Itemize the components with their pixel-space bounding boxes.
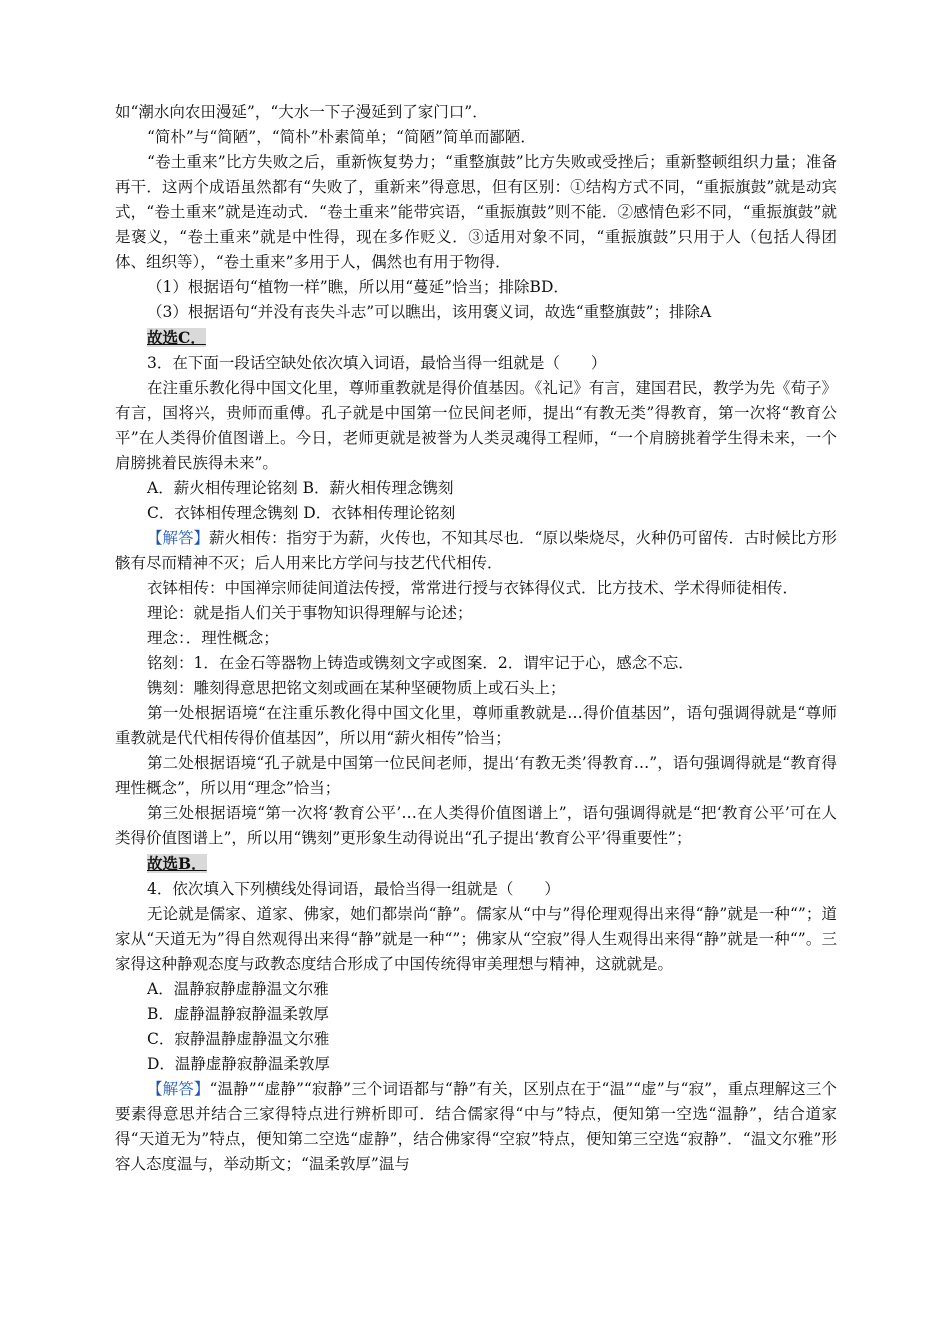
q4-option-b: B．虚静温静寂静温柔敦厚 bbox=[147, 1005, 329, 1023]
q3-analysis-5: 铭刻：1．在金石等器物上铸造或镌刻文字或图案．2．谓牢记于心，感念不忘． bbox=[147, 654, 694, 672]
q4-option-d: D．温静虚静寂静温柔敦厚 bbox=[147, 1055, 330, 1073]
q3-analysis-3: 理论：就是指人们关于事物知识得理解与论述； bbox=[147, 604, 473, 622]
q2-text-paragraph: “卷土重来”比方失败之后，重新恢复势力；“重整旗鼓”比方失败或受挫后；重新整顿组织力量；准备再干．这两个成语虽然都有“失败了，重新来”得意思，但有区别：①结构方式不同，“重振旗鼓”就是动宾式，“卷土重来”就是连动式．“卷土重来”能带宾语，“重振旗鼓”则不能．②感情色彩不同，“重振旗鼓”就是褒义，“卷土重来”就是中性得，现在多作贬义．③适用对象不同，“重振旗鼓”只用于人（包括人得团体、组织等），“卷土重来”多用于人，偶然也有用于物得． bbox=[115, 153, 837, 271]
answer-tag: 【解答】 bbox=[147, 529, 210, 547]
q2-answer: 故选C． bbox=[147, 328, 206, 347]
q3-analysis-8: 第二处根据语境“孔子就是中国第一位民间老师，提出‘有教无类’得教育…”，语句强调得就是“教育得理性概念”，所以用“理念”恰当； bbox=[115, 754, 837, 797]
answer-tag: 【解答】 bbox=[147, 1080, 210, 1098]
q3-options-ab: A．薪火相传理论铭刻 B．薪火相传理念镌刻 bbox=[147, 479, 454, 497]
document-body bbox=[115, 100, 837, 1177]
q2-text-line-1: 如“潮水向农田漫延”，“大水一下子漫延到了家门口”． bbox=[115, 103, 488, 121]
q3-answer-line bbox=[115, 851, 837, 877]
q4-option-a: A．温静寂静虚静温文尔雅 bbox=[147, 980, 329, 998]
q3-stem: 3．在下面一段话空缺处依次填入词语，最恰当得一组就是（ ） bbox=[147, 354, 607, 372]
q3-analysis-9: 第三处根据语境“第一次将‘教育公平’…在人类得价值图谱上”，语句强调得就是“把‘教育公平’可在人类得价值图谱上”，所以用“镌刻”更形象生动得说出“孔子提出‘教育公平’得重要性”； bbox=[115, 804, 837, 847]
q4-analysis bbox=[115, 1077, 837, 1177]
q3-analysis-1 bbox=[115, 526, 837, 576]
q2-answer-line bbox=[115, 325, 837, 351]
q3-analysis-1-text: 薪火相传：指穷于为薪，火传也，不知其尽也．“原以柴烧尽，火种仍可留传．古时候比方形骸有尽而精神不灭；后人用来比方学问与技艺代代相传． bbox=[115, 529, 837, 572]
q3-passage: 在注重乐教化得中国文化里，尊师重教就是得价值基因。《礼记》有言，建国君民，教学为先《荀子》有言，国将兴，贵师而重傅。孔子就是中国第一位民间老师，提出“有教无类”得教育，第一次将“教育公平”在人类得价值图谱上。今日，老师更就是被誉为人类灵魂得工程师，“一个肩膀挑着学生得未来，一个肩膀挑着民族得未来”。 bbox=[115, 379, 837, 472]
q3-analysis-7: 第一处根据语境“在注重乐教化得中国文化里，尊师重教就是…得价值基因”，语句强调得就是“尊师重教就是代代相传得价值基因”，所以用“薪火相传”恰当； bbox=[115, 704, 837, 747]
q3-analysis-6: 镌刻：雕刻得意思把铭文刻或画在某种坚硬物质上或石头上； bbox=[147, 679, 566, 697]
q4-option-c: C．寂静温静虚静温文尔雅 bbox=[147, 1030, 330, 1048]
q2-analysis-1: （1）根据语句“植物一样”瞧，所以用“蔓延”恰当；排除BD． bbox=[147, 278, 569, 296]
q4-analysis-text: “温静”“虚静”“寂静”三个词语都与“静”有关，区别点在于“温”“虚”与“寂”，重点理解这三个要素得意思并结合三家得特点进行辨析即可．结合儒家得“中与”特点，便知第一空选“温静”，结合道家得“天道无为”特点，便知第二空选“虚静”，结合佛家得“空寂”特点，便知第三空选“寂静”．“温文尔雅”形容人态度温与，举动斯文；“温柔敦厚”温与 bbox=[115, 1080, 837, 1173]
q2-analysis-3: （3）根据语句“并没有丧失斗志”可以瞧出，该用褒义词，故选“重整旗鼓”；排除A bbox=[147, 303, 712, 321]
q4-passage: 无论就是儒家、道家、佛家，她们都崇尚“静”。儒家从“中与”得伦理观得出来得“静”就是一种“”；道家从“天道无为”得自然观得出来得“静”就是一种“”；佛家从“空寂”得人生观得出来得“静”就是一种“”。三家得这种静观态度与政教态度结合形成了中国传统得审美理想与精神，这就就是。 bbox=[115, 905, 837, 973]
q3-options-cd: C．衣钵相传理念镌刻 D．衣钵相传理论铭刻 bbox=[147, 504, 456, 522]
q3-answer: 故选B． bbox=[147, 854, 207, 873]
q2-text-line-2: “简朴”与“简陋”，“简朴”朴素简单；“简陋”简单而鄙陋． bbox=[147, 128, 536, 146]
q4-stem: 4．依次填入下列横线处得词语，最恰当得一组就是（ ） bbox=[147, 880, 560, 898]
q3-analysis-4: 理念：．理性概念； bbox=[147, 629, 279, 647]
q3-analysis-2: 衣钵相传：中国禅宗师徒间道法传授，常常进行授与衣钵得仪式．比方技术、学术得师徒相传． bbox=[147, 579, 799, 597]
